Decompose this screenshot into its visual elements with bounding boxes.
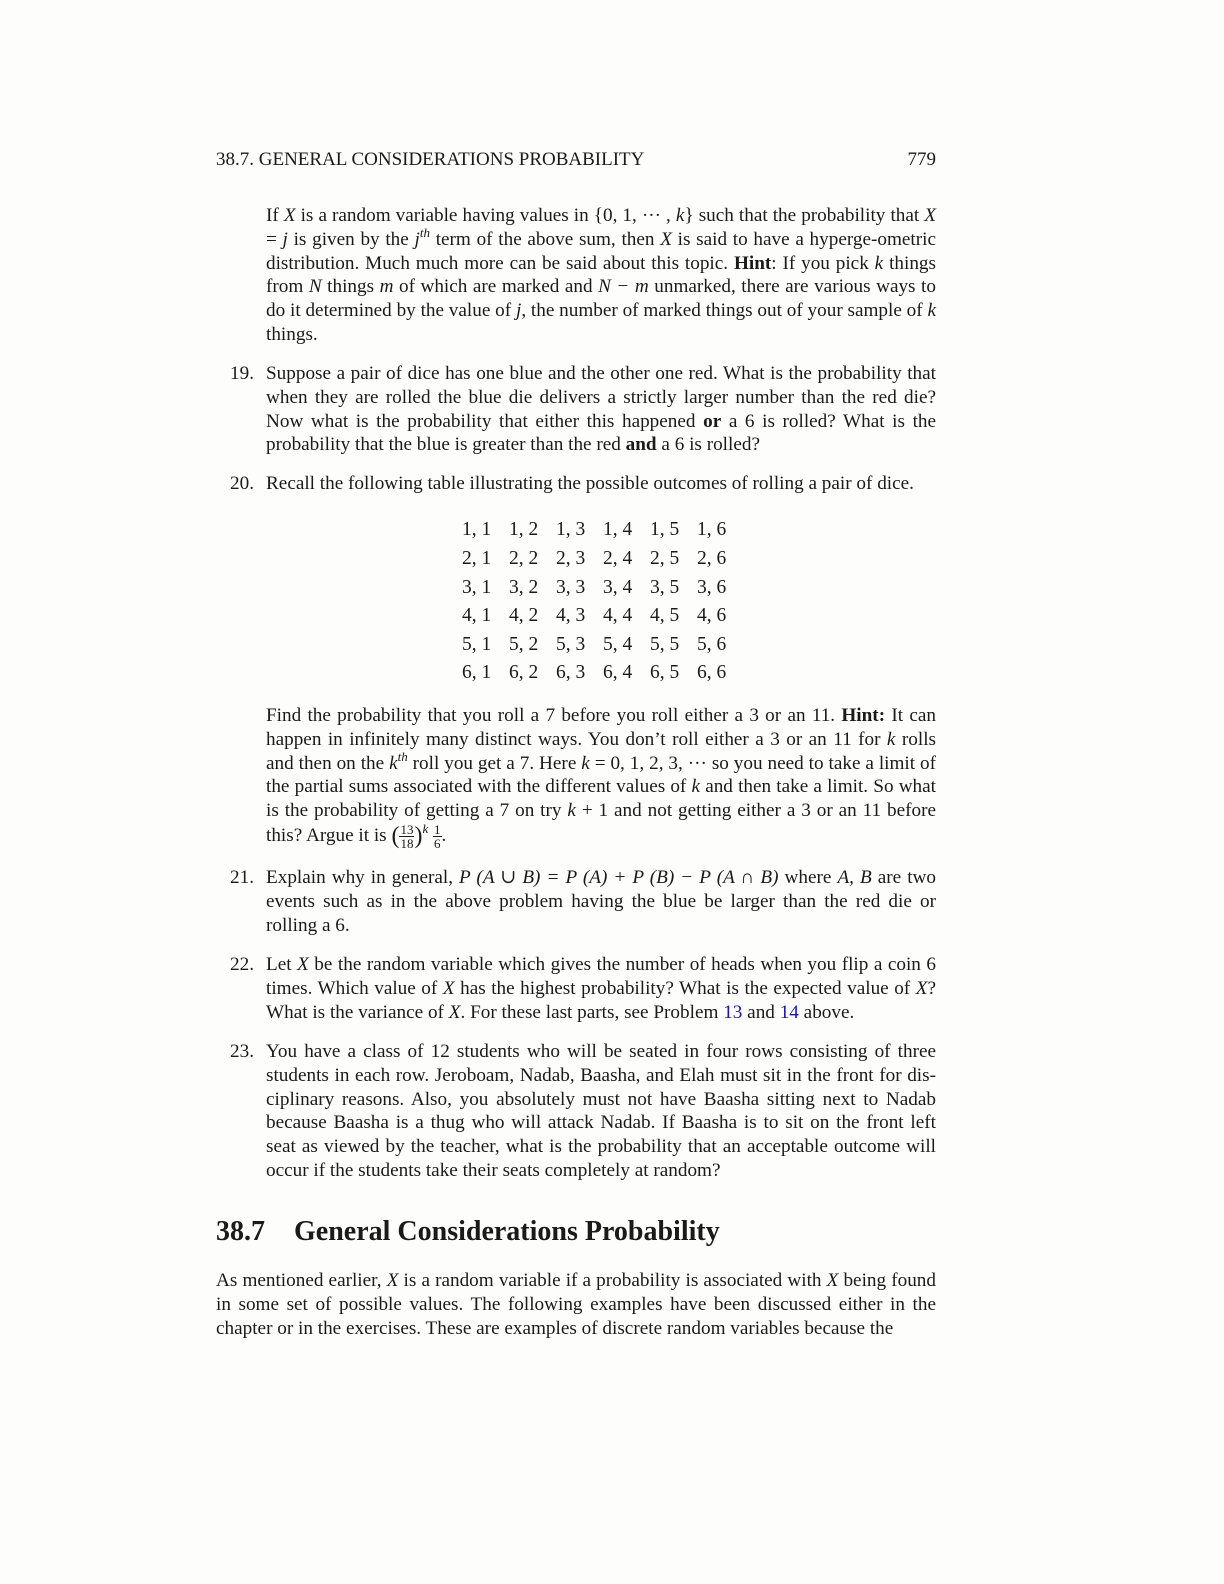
problem-19: 19. Suppose a pair of dice has one blue and the other one red. What is the probability that when they are rolled the blue die delivers a strictly larger number than the red die? Now what is the probability that either this happened or a 6 is rolled? What is the probability that the blue is greater than the red and a 6 is rolled? (230, 363, 937, 456)
table-cell: 5, 4 (603, 633, 633, 655)
dice-outcomes-table (462, 516, 744, 688)
table-cell: 2, 6 (697, 547, 727, 569)
table-cell: 6, 5 (650, 662, 680, 684)
problem-20: 20. Recall the following table illustrating the possible outcomes of rolling a pair of dice. (230, 473, 914, 494)
hint-label: Hint (733, 252, 772, 274)
table-cell: 1, 5 (650, 519, 680, 541)
table-cell: 4, 4 (603, 605, 633, 627)
problem-number: 20. (230, 473, 254, 494)
table-cell: 6, 3 (556, 662, 586, 684)
table-cell: 6, 4 (603, 662, 633, 684)
fraction-1-6: $\frac{1}{6}$ (434, 821, 441, 851)
problem-23: 23. You have a class of 12 students who will be seated in four rows consisting of three students in each row. Jeroboam, Nadab, Baasha, and Elah must sit in the front for dis-ciplinary reasons. Also, you absolutely must not have Baasha sitting next to Nadab because Baasha is a thug who will attack Nadab. If Baasha is to sit on the front left seat as viewed by the teacher, what is the probability that an acceptable outcome will occur if the students take their seats completely at random? (230, 1041, 936, 1181)
table-cell: 2, 1 (462, 547, 492, 569)
problem-number: 19. (230, 363, 254, 384)
table-cell: 2, 4 (603, 547, 633, 569)
table-cell: 1, 3 (556, 519, 586, 541)
table-cell: 3, 6 (697, 576, 727, 598)
table-cell: 4, 5 (650, 605, 680, 627)
problem-13-link[interactable]: 13 (723, 1001, 743, 1023)
table-row (462, 573, 744, 602)
table-cell: 1, 4 (603, 519, 633, 541)
table-row (462, 602, 744, 631)
table-row (462, 516, 744, 545)
table-row (462, 659, 744, 688)
table-cell: 2, 5 (650, 547, 680, 569)
table-cell: 1, 2 (509, 519, 539, 541)
table-cell: 1, 6 (697, 519, 727, 541)
table-cell: 3, 2 (509, 576, 539, 598)
table-cell: 5, 5 (650, 633, 680, 655)
table-row (462, 630, 744, 659)
fraction-13-18: $\frac{13}{18}$ (400, 821, 414, 851)
section-intro-paragraph: As mentioned earlier, X is a random variable if a probability is associated with X being found in some set of possible values. The following examples have been discussed either in the chapter or in the exercises. These are examples of discrete random variables because the (216, 1270, 936, 1339)
running-header (216, 148, 936, 172)
hint-label: Hint: (841, 705, 886, 726)
table-cell: 4, 3 (556, 605, 586, 627)
table-cell: 3, 3 (556, 576, 586, 598)
table-cell: 4, 1 (462, 605, 492, 627)
table-cell: 1, 1 (462, 519, 492, 541)
running-header-title: 38.7. GENERAL CONSIDERATIONS PROBABILITY (216, 149, 645, 170)
table-cell: 5, 1 (462, 633, 492, 655)
table-cell: 4, 2 (509, 605, 539, 627)
section-title: General Considerations Probability (294, 1216, 720, 1247)
table-cell: 3, 5 (650, 576, 680, 598)
table-cell: 5, 3 (556, 633, 586, 655)
hypergeometric-paragraph: If X is a random variable having values in {0, 1, ··· , k} such that the probability that X = j is given by the $j^{th}$ term of the above sum, then X is said to have a hyperge-ometric distribution. Much much more can be said about this topic. Hint: If you pick k things from N things m of which are marked and N − m unmarked, there are various ways to do it determined by the value of j, the number of marked things out of your sample of k things. (266, 205, 937, 345)
table-cell: 6, 2 (509, 662, 539, 684)
table-cell: 2, 3 (556, 547, 586, 569)
table-row (462, 545, 744, 574)
table-cell: 3, 4 (603, 576, 633, 598)
problem-14-link[interactable]: 14 (779, 1001, 799, 1023)
table-cell: 3, 1 (462, 576, 492, 598)
problem-22: 22. Let X be the random variable which gives the number of heads when you flip a coin 6 times. Which value of X has the highest probability? What is the expected value of X? What is the variance of X. For these last parts, see Problem 13 and 14 above. (230, 954, 936, 1023)
table-cell: 5, 6 (697, 633, 727, 655)
table-cell: 6, 1 (462, 662, 492, 684)
problem-number: 21. (230, 867, 254, 888)
problem-21: 21. Explain why in general, P (A ∪ B) = P (A) + P (B) − P (A ∩ B) where A, B are two events such as in the above problem having the blue be larger than the red die or rolling a 6. (230, 867, 936, 936)
section-number: 38.7 (216, 1216, 265, 1247)
problem-20-continued: Find the probability that you roll a 7 before you roll either a 3 or an 11. Hint: It can happen in infinitely many distinct ways. You don’t roll either a 3 or an 11 for k rolls and then on the $k^{th}$ roll you get a 7. Here k = 0, 1, 2, 3, ··· so you need to take a limit of the partial sums associated with the different values of k and then take a limit. So what is the probability of getting a 7 on try k + 1 and not getting either a 3 or an 11 before this? Argue it is ( $\frac{13}{18}$ )$^k$ $\frac{1}{6}$ . (266, 705, 936, 851)
section-heading (216, 1214, 936, 1250)
table-cell: 2, 2 (509, 547, 539, 569)
table-cell: 4, 6 (697, 605, 727, 627)
problem-number: 23. (230, 1041, 254, 1062)
page-number: 779 (907, 149, 936, 170)
problem-number: 22. (230, 954, 254, 975)
table-cell: 6, 6 (697, 662, 727, 684)
formula: P (A ∪ B) = P (A) + P (B) − P (A ∩ B) (459, 867, 779, 888)
table-cell: 5, 2 (509, 633, 539, 655)
